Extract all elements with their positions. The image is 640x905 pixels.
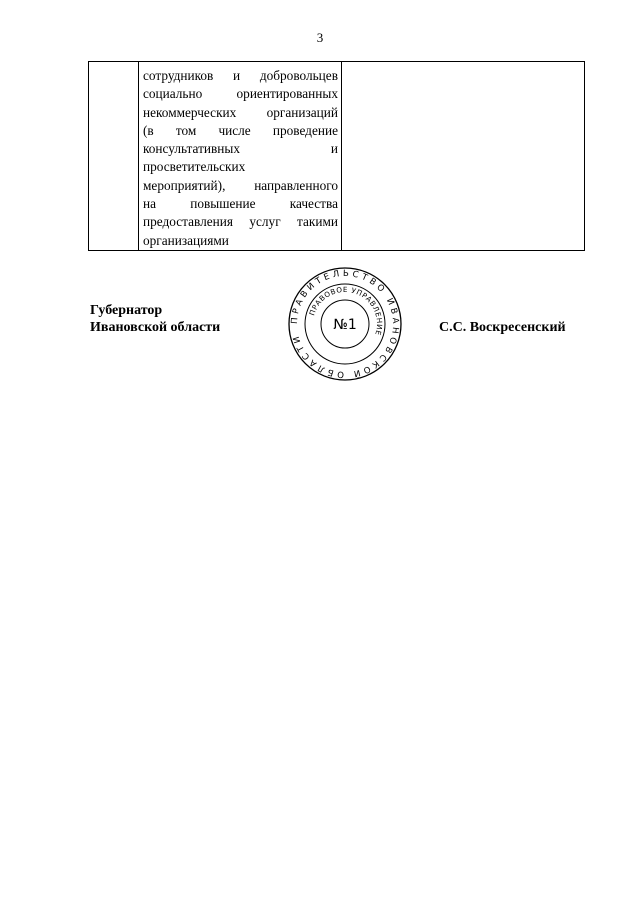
table-cell-number [89, 62, 139, 251]
signatory-title-line1: Губернатор [90, 303, 163, 318]
text-line: организациями [143, 232, 229, 248]
table-row [89, 62, 585, 251]
official-seal [287, 266, 403, 382]
seal-outer-text: ПРАВИТЕЛЬСТВО ИВАНОВСКОЙ ОБЛАСТИ [289, 268, 401, 380]
text-line: некоммерческих организаций [143, 104, 338, 120]
page-number: 3 [316, 30, 324, 45]
table-cell-description [139, 62, 342, 251]
text-line: просветительских [143, 159, 246, 175]
signatory-title [90, 302, 220, 336]
text-line: сотрудников и добровольцев [143, 68, 338, 83]
text-line: на повышение качества [143, 196, 338, 212]
table-cell-empty [342, 62, 585, 251]
text-line: предоставления услуг такими [143, 214, 338, 230]
seal-inner-text: ПРАВОВОЕ УПРАВЛЕНИЕ [307, 284, 385, 337]
signatory-name: С.С. Воскресенский [439, 320, 566, 335]
text-line: (в том числе проведение [143, 122, 338, 138]
seal-number: №1 [333, 317, 357, 333]
continuation-table [88, 61, 585, 251]
text-line: консультативных и [143, 141, 338, 157]
signatory-title-line2: Ивановской области [90, 320, 221, 335]
text-line: социально ориентированных [143, 86, 338, 102]
text-line: мероприятий), направленного [143, 177, 338, 193]
